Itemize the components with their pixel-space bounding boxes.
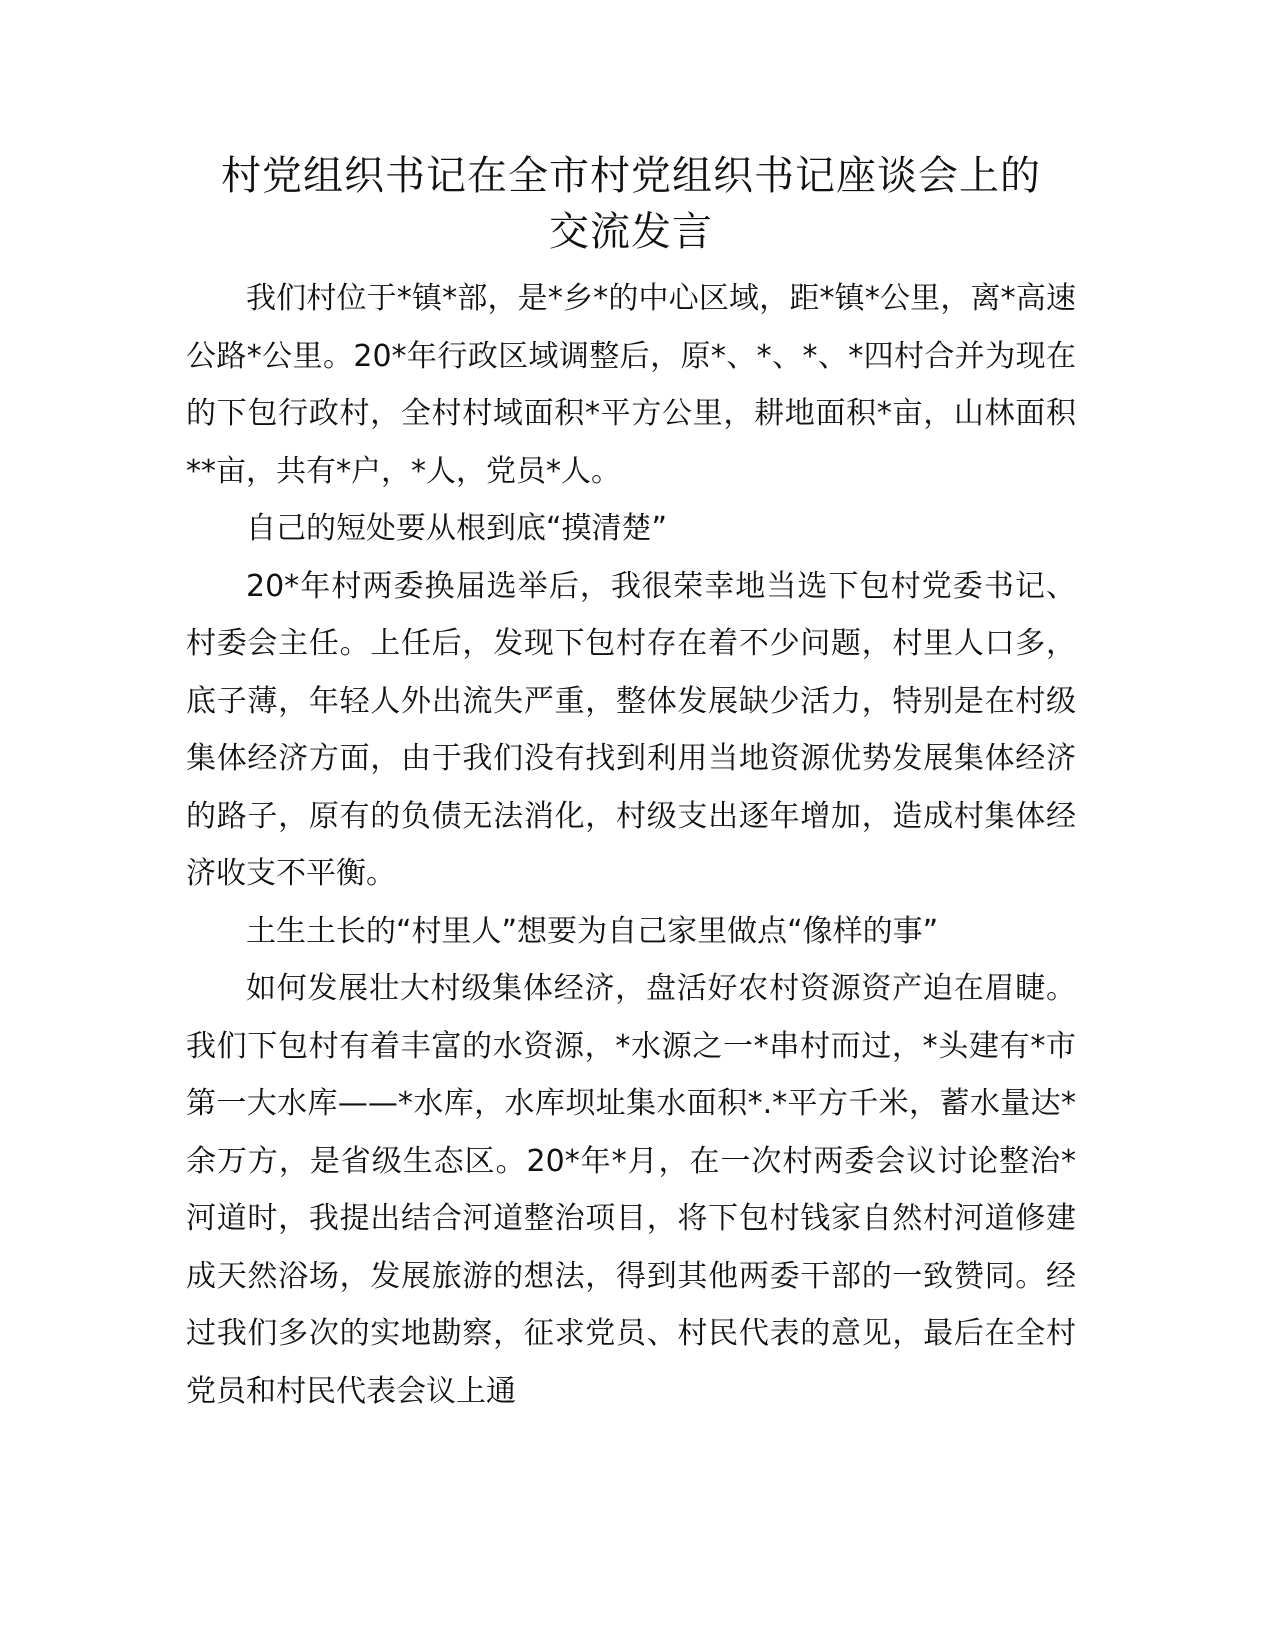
title-line-1: 村党组织书记在全市村党组织书记座谈会上的 [221, 153, 1041, 199]
title-line-2: 交流发言 [549, 209, 713, 255]
document-page [186, 148, 1076, 1420]
section-heading-shortcomings: 自己的短处要从根到底“摸清楚” [246, 511, 668, 546]
paragraph-village-intro: 我们村位于*镇*部，是*乡*的中心区域，距*镇*公里，离*高速公路*公里。20*年行政区域调整后，原*、*、*、*四村合并为现在的下包行政村，全村村域面积*平方公里，耕地面积*亩，山林面积**亩，共有*户，*人，党员*人。 [186, 281, 1076, 489]
paragraph-election-problems: 20*年村两委换届选举后，我很荣幸地当选下包村党委书记、村委会主任。上任后，发现下包村存在着不少问题，村里人口多，底子薄，年轻人外出流失严重，整体发展缺少活力，特别是在村级集体经济方面，由于我们没有找到利用当地资源优势发展集体经济的路子，原有的负债无法消化，村级支出逐年增加，造成村集体经济收支不平衡。 [186, 568, 1076, 891]
document-title [186, 148, 1076, 260]
section-heading-villager: 土生土长的“村里人”想要为自己家里做点“像样的事” [246, 913, 939, 949]
document-body [186, 270, 1076, 1420]
paragraph-collective-economy: 如何发展壮大村级集体经济，盘活好农村资源资产迫在眉睫。我们下包村有着丰富的水资源，*水源之一*串村而过，*头建有*市第一大水库——*水库，水库坝址集水面积*.*平方千米，蓄水量达*余万方，是省级生态区。20*年*月，在一次村两委会议讨论整治*河道时，我提出结合河道整治项目，将下包村钱家自然村河道修建成天然浴场，发展旅游的想法，得到其他两委干部的一致赞同。经过我们多次的实地勘察，征求党员、村民代表的意见，最后在全村党员和村民代表会议上通 [186, 971, 1076, 1409]
